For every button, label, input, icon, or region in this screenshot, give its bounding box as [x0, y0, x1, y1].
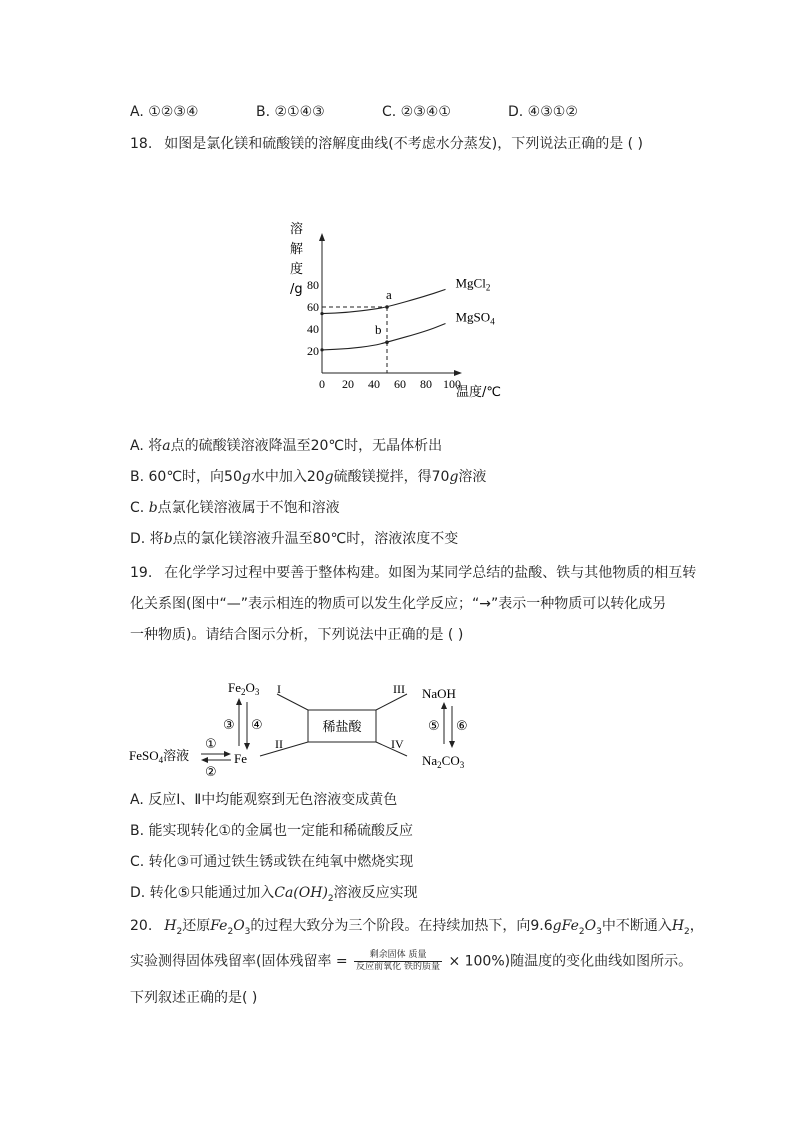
- q17-option-d: D. ④③①②: [508, 104, 578, 120]
- q20-fe-2: Fe: [561, 918, 579, 934]
- x-tick-label: 0: [319, 377, 325, 391]
- q17-option-a: A. ①②③④: [130, 104, 199, 120]
- fe2o3-label: $Fe_2O_3$: [228, 680, 260, 697]
- dilute-hcl-label: 稀盐酸: [322, 720, 362, 735]
- na2co3-label: $Na_2CO_3$: [422, 753, 465, 770]
- q18-a-var: a: [162, 438, 171, 454]
- feso4-label: FeSO$_4$溶液: [129, 748, 190, 765]
- q19-stem-line-3: 一种物质)。请结合图示分析，下列说法中正确的是 ( ): [130, 627, 464, 643]
- q18-b-post: 硫酸镁搅拌，得70: [333, 469, 450, 485]
- q20-t2: 的过程大致分为三个阶段。在持续加热下，向9.6: [250, 918, 553, 934]
- x-tick-label: 100: [443, 377, 461, 391]
- q18-stem-text: 如图是氯化镁和硫酸镁的溶解度曲线(不考虑水分蒸发)，下列说法正确的是 ( ): [164, 136, 644, 152]
- q18-option-d: [130, 529, 458, 549]
- circled-1: ①: [205, 737, 217, 752]
- fraction-numerator: 剩余固体 质量: [354, 950, 442, 962]
- q18-d-post: 点的氯化镁溶液升温至80℃时，溶液浓度不变: [172, 531, 459, 547]
- naoh-label: NaOH: [422, 686, 456, 701]
- q19-stem-text-1: 在化学学习过程中要善于整体构建。如图为某同学总结的盐酸、铁与其他物质的相互转: [164, 565, 697, 581]
- series-curve-MgSO4: [322, 324, 446, 350]
- y-tick-label: 40: [307, 322, 319, 336]
- ylabel-char: 溶: [290, 222, 304, 237]
- q19-number: 19.: [130, 565, 153, 581]
- q18-option-b: [130, 467, 486, 487]
- q20-line2-pre: 实验测得固体残留率(固体残留率 =: [130, 953, 348, 970]
- point-b: [385, 340, 389, 344]
- y-tick-labels: [307, 278, 319, 358]
- roman-iii: III: [393, 682, 405, 696]
- q20-g: g: [552, 918, 562, 934]
- y-tick-label: 80: [307, 278, 319, 292]
- solubility-chart: [290, 215, 520, 410]
- series-start-dot: [320, 312, 323, 315]
- y-axis-label: [290, 221, 303, 297]
- q18-b-var: g: [241, 469, 251, 485]
- x-tick-labels: [319, 377, 461, 391]
- q19-d-sub: 2: [327, 893, 334, 904]
- q20-h2-sub: 2: [176, 926, 183, 937]
- circled-3: ③: [223, 718, 235, 733]
- ylabel-char: /g: [290, 282, 303, 297]
- q20-fe-s1: 2: [227, 926, 234, 937]
- q18-d-var: b: [163, 531, 173, 547]
- q18-c-pre: C.: [130, 500, 149, 516]
- conversion-diagram: [125, 672, 485, 790]
- fe-label: Fe: [234, 751, 247, 766]
- q18-c-post: 点氯化镁溶液属于不饱和溶液: [157, 500, 340, 516]
- marked-points: [375, 287, 392, 344]
- series-start-dot: [320, 348, 323, 351]
- q18-option-a: [130, 436, 442, 456]
- q20-o-s2: 3: [244, 926, 251, 937]
- chart-axes: [319, 233, 462, 376]
- q18-number: 18.: [130, 136, 153, 152]
- y-tick-label: 20: [307, 344, 319, 358]
- point-label-b: b: [375, 322, 382, 338]
- roman-i: I: [277, 682, 281, 696]
- q20-fe-2-s1: 2: [578, 926, 585, 937]
- q17-option-b: B. ②①④③: [256, 104, 325, 120]
- q18-d-pre: D. 将: [130, 531, 164, 547]
- q20-h2b-sub: 2: [684, 926, 690, 937]
- q20-o-2-s2: 3: [596, 926, 602, 937]
- y-tick-label: 60: [307, 300, 319, 314]
- circled-5: ⑤: [428, 719, 440, 734]
- x-tick-label: 60: [394, 377, 406, 391]
- q20-line-2: [130, 950, 692, 973]
- ylabel-char: 解: [290, 242, 304, 257]
- circled-2: ②: [205, 765, 217, 780]
- q18-option-c: [130, 498, 340, 518]
- q19-d-formula: Ca(OH): [274, 885, 328, 901]
- q18-c-var: b: [148, 500, 158, 516]
- q18-b-pre: B. 60℃时，向50: [130, 469, 242, 485]
- q20-t3: 中不断通入: [601, 918, 672, 934]
- x-axis-label: 温度/℃: [456, 385, 501, 400]
- q17-option-c: C. ②③④①: [382, 104, 451, 120]
- q18-b-end: 溶液: [458, 469, 487, 485]
- q20-line-3: 下列叙述正确的是( ): [130, 990, 258, 1006]
- q18-a-pre: A. 将: [130, 438, 163, 454]
- x-tick-label: 40: [368, 377, 380, 391]
- q19-stem-line-2: 化关系图(图中“—”表示相连的物质可以发生化学反应；“→”表示一种物质可以转化成另: [130, 596, 667, 612]
- q20-h2: H: [164, 918, 177, 934]
- series-label-MgSO4: MgSO$_4$: [455, 309, 495, 327]
- q19-d-pre: D. 转化⑤只能通过加入: [130, 885, 275, 901]
- series-label-MgCl2: MgCl$_2$: [455, 275, 491, 293]
- q18-b-var2: g: [324, 469, 334, 485]
- q19-option-d: [130, 883, 418, 909]
- roman-iv: IV: [391, 737, 404, 751]
- fraction-denominator: 反应前氧化 铁的质量: [356, 962, 440, 972]
- series-curve-MgCl2: [322, 289, 446, 313]
- q19-option-c: C. 转化③可通过铁生锈或铁在纯氧中燃烧实现: [130, 854, 414, 870]
- q19-option-b: B. 能实现转化①的金属也一定能和稀硫酸反应: [130, 823, 414, 839]
- dashed-guides: [322, 307, 387, 373]
- q20-line2-post: × 100%)随温度的变化曲线如图所示。: [448, 953, 693, 970]
- series-curves: [320, 275, 495, 351]
- q18-b-mid: 水中加入20: [250, 469, 325, 485]
- q20-t1: 还原: [182, 918, 211, 934]
- residual-rate-fraction: [354, 950, 442, 973]
- x-tick-label: 20: [342, 377, 354, 391]
- circled-4: ④: [251, 718, 263, 733]
- q19-option-a: A. 反应Ⅰ、Ⅱ中均能观察到无色溶液变成黄色: [130, 792, 398, 808]
- link-i: [277, 694, 308, 710]
- q20-fe: Fe: [210, 918, 228, 934]
- point-a: [385, 305, 389, 309]
- ylabel-char: 度: [290, 262, 304, 277]
- q20-t4: ，: [689, 918, 704, 934]
- circled-6: ⑥: [456, 719, 468, 734]
- q20-number: 20.: [130, 918, 153, 934]
- q18-a-post: 点的硫酸镁溶液降温至20℃时，无晶体析出: [170, 438, 443, 454]
- q18-b-var3: g: [449, 469, 459, 485]
- roman-ii: II: [275, 737, 283, 751]
- link-ii: [260, 742, 308, 756]
- link-iii: [376, 694, 407, 710]
- x-tick-label: 80: [420, 377, 432, 391]
- q20-o: O: [233, 918, 245, 934]
- q20-line-1: [130, 916, 704, 942]
- q19-stem-line-1: [130, 563, 696, 583]
- point-label-a: a: [386, 287, 392, 302]
- q18-stem: [130, 134, 643, 154]
- q20-o-2: O: [584, 918, 597, 934]
- q19-d-post: 溶液反应实现: [333, 885, 418, 901]
- q20-h2b: H: [671, 918, 685, 934]
